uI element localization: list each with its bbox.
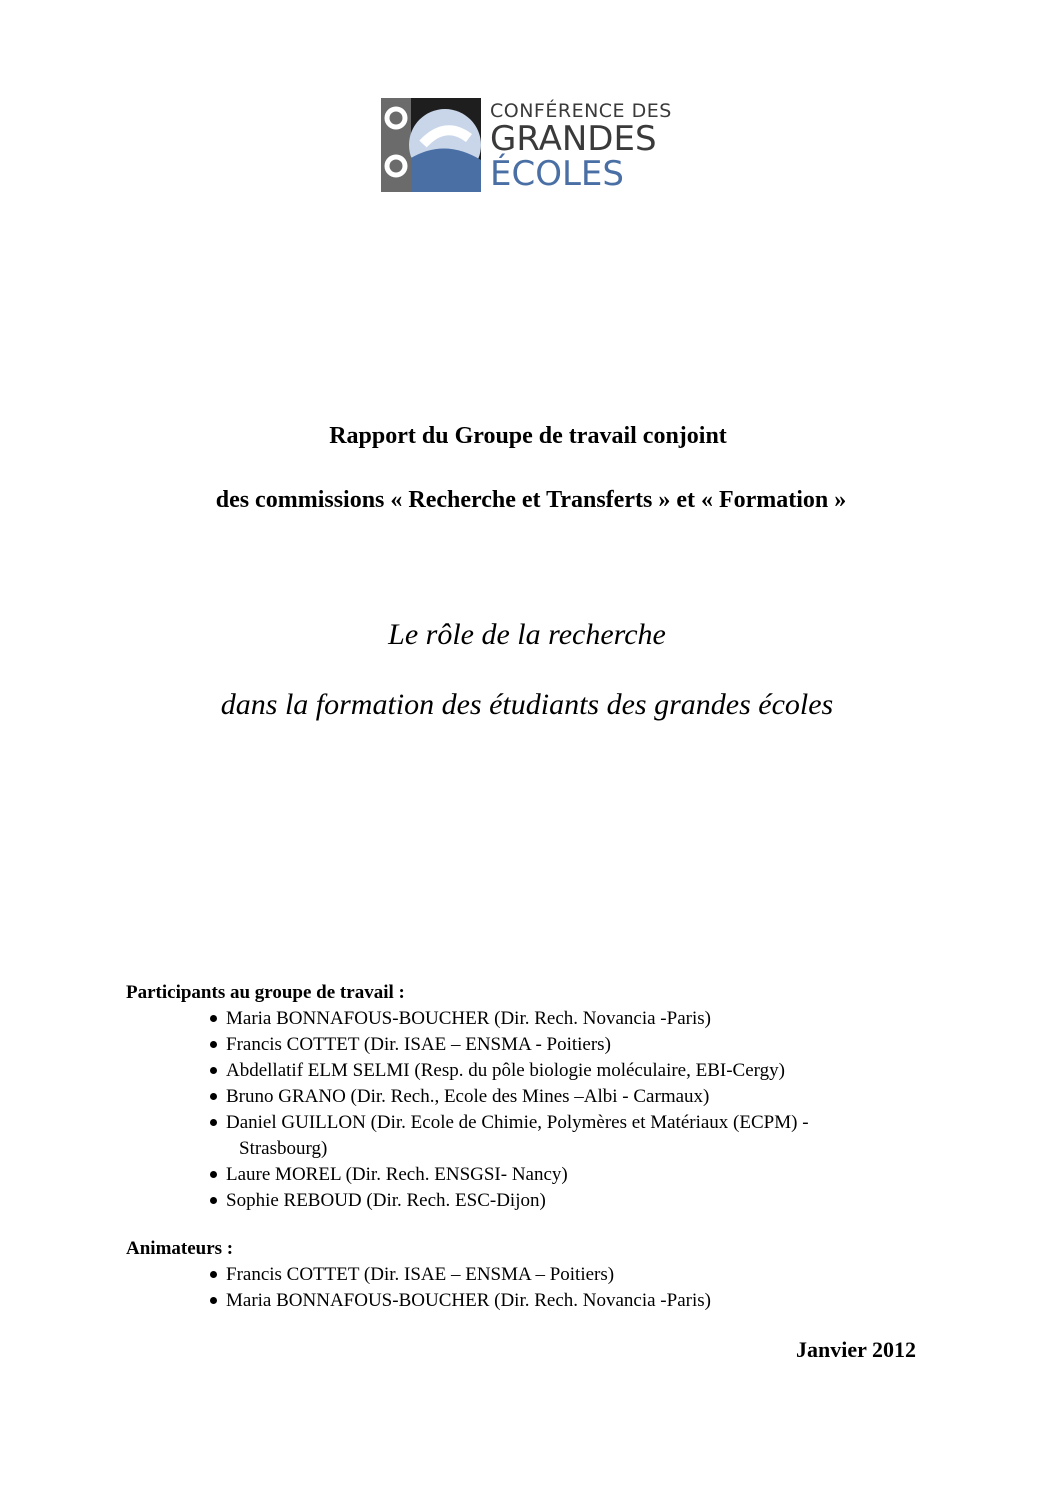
- bullet-icon: [210, 1067, 217, 1074]
- animateur-name: Francis COTTET (Dir. ISAE – ENSMA – Poitiers): [226, 1264, 615, 1285]
- participant-name: Daniel GUILLON (Dir. Ecole de Chimie, Polymères et Matériaux (ECPM) -: [226, 1112, 809, 1133]
- bullet-icon: [210, 1119, 217, 1126]
- list-item: [208, 1110, 916, 1162]
- animateurs-list: [208, 1262, 916, 1314]
- logo-line-grandes: GRANDES: [490, 119, 657, 159]
- animateur-name: Maria BONNAFOUS-BOUCHER (Dir. Rech. Novancia -Paris): [226, 1290, 711, 1311]
- participant-name: Bruno GRANO (Dir. Rech., Ecole des Mines –Albi - Carmaux): [226, 1086, 710, 1107]
- participant-name: Laure MOREL (Dir. Rech. ENSGSI- Nancy): [226, 1164, 568, 1185]
- list-item: [208, 1188, 916, 1214]
- bullet-icon: [210, 1041, 217, 1048]
- participant-name: Francis COTTET (Dir. ISAE – ENSMA - Poitiers): [226, 1034, 611, 1055]
- cge-logo: [381, 98, 672, 194]
- list-item: [208, 1032, 916, 1058]
- document-title-line-1: Le rôle de la recherche: [388, 618, 666, 651]
- list-item: [208, 1162, 916, 1188]
- bullet-icon: [210, 1297, 217, 1304]
- participants-heading: Participants au groupe de travail :: [126, 982, 405, 1003]
- logo-line-conference: CONFÉRENCE DES: [490, 100, 672, 122]
- participant-name: Sophie REBOUD (Dir. Rech. ESC-Dijon): [226, 1190, 546, 1211]
- list-item: [208, 1084, 916, 1110]
- bullet-icon: [210, 1015, 217, 1022]
- bullet-icon: [210, 1271, 217, 1278]
- logo-wordmark: [490, 98, 670, 192]
- participant-name: Abdellatif ELM SELMI (Resp. du pôle biologie moléculaire, EBI-Cergy): [226, 1060, 785, 1081]
- participant-name-continuation: Strasbourg): [239, 1138, 328, 1159]
- bullet-icon: [210, 1093, 217, 1100]
- list-item: [208, 1058, 916, 1084]
- bullet-icon: [210, 1197, 217, 1204]
- document-title-line-2: dans la formation des étudiants des grandes écoles: [220, 688, 834, 721]
- animateurs-heading: Animateurs :: [126, 1238, 234, 1259]
- logo-line-ecoles: ÉCOLES: [490, 154, 624, 194]
- report-date: Janvier 2012: [796, 1337, 916, 1362]
- list-item: [208, 1262, 916, 1288]
- cge-logo-icon: [381, 98, 481, 192]
- participant-name: Maria BONNAFOUS-BOUCHER (Dir. Rech. Novancia -Paris): [226, 1008, 711, 1029]
- list-item: [208, 1006, 916, 1032]
- report-title-line-1: Rapport du Groupe de travail conjoint: [329, 423, 727, 449]
- participants-list: [208, 1006, 916, 1214]
- list-item: [208, 1288, 916, 1314]
- report-title-line-2: des commissions « Recherche et Transferts » et « Formation »: [215, 487, 847, 513]
- bullet-icon: [210, 1171, 217, 1178]
